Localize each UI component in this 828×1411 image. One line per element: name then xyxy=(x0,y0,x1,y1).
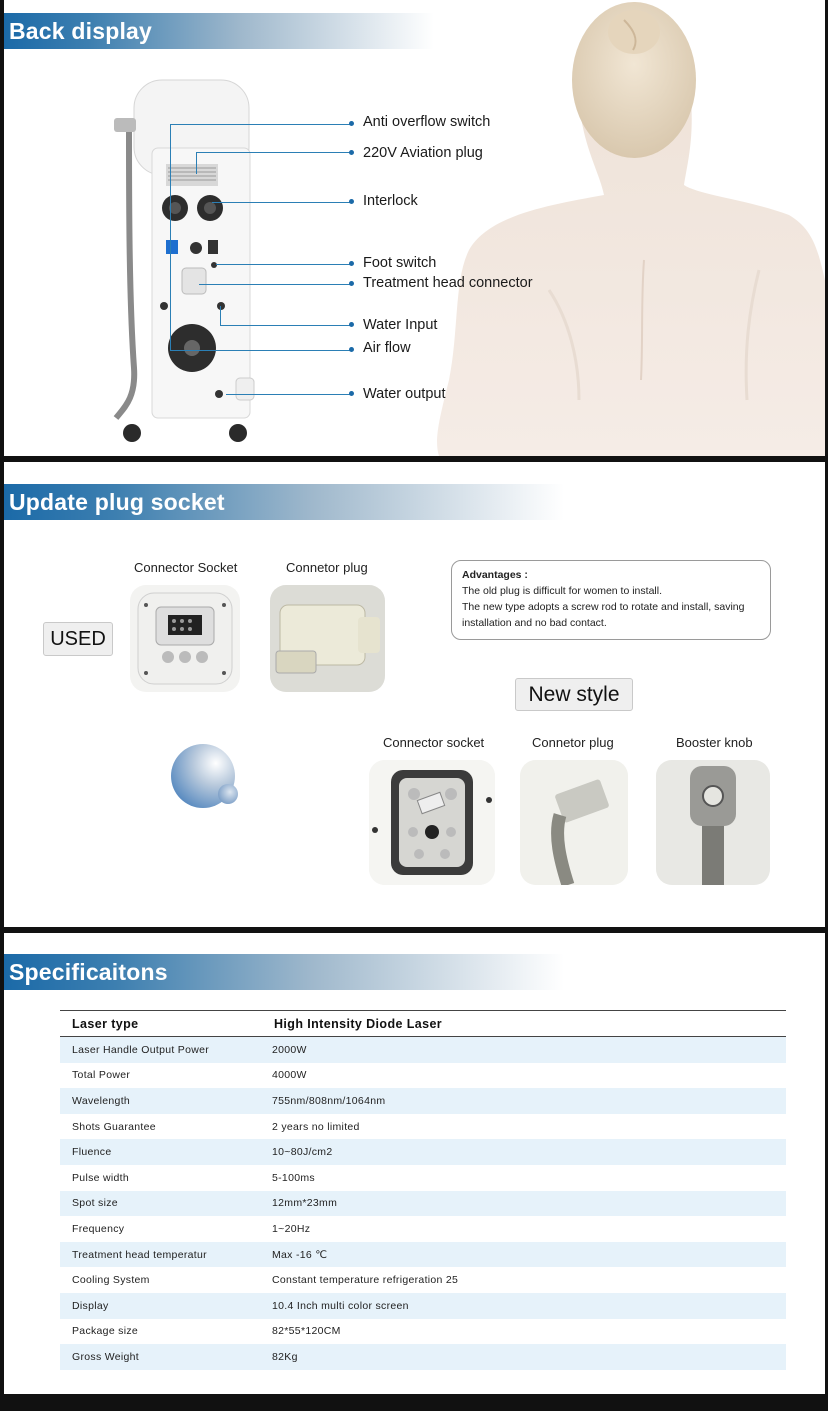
label-anti-overflow-switch: Anti overflow switch xyxy=(363,114,491,130)
spec-key: Fluence xyxy=(72,1146,112,1159)
caption-used-connector-plug: Connetor plug xyxy=(286,560,368,575)
advantages-box xyxy=(451,560,771,640)
spec-value: 12mm*23mm xyxy=(272,1197,338,1210)
leader-line xyxy=(212,202,352,203)
section-header xyxy=(4,484,564,520)
spec-table xyxy=(60,1010,786,1370)
spec-row xyxy=(60,1088,786,1114)
spec-value: 10.4 Inch multi color screen xyxy=(272,1299,409,1312)
spec-value: 2000W xyxy=(272,1043,307,1056)
spec-value: Constant temperature refrigeration 25 xyxy=(272,1274,459,1287)
section-header xyxy=(4,13,434,49)
leader-line xyxy=(170,350,352,351)
advantages-line: The new type adopts a screw rod to rotate and install, saving installation and no bad contact. xyxy=(462,601,745,629)
spec-key: Total Power xyxy=(72,1069,131,1082)
label-interlock: Interlock xyxy=(363,193,418,209)
woman-back-image xyxy=(429,0,825,456)
back-display-section xyxy=(4,0,825,456)
spec-value: 1~20Hz xyxy=(272,1222,311,1235)
advantages-title: Advantages : xyxy=(462,569,528,581)
spec-value: 755nm/808nm/1064nm xyxy=(272,1094,386,1107)
label-treatment-head-connector: Treatment head connector xyxy=(363,275,533,291)
spec-row xyxy=(60,1216,786,1242)
used-badge: USED xyxy=(43,622,113,656)
machine-back-image xyxy=(104,78,264,448)
leader-vertical xyxy=(220,306,221,325)
caption-used-connector-socket: Connector Socket xyxy=(134,560,238,575)
spec-key: Spot size xyxy=(72,1197,118,1210)
callout-dot xyxy=(349,322,354,327)
spec-row xyxy=(60,1063,786,1089)
spec-key: Gross Weight xyxy=(72,1350,140,1363)
advantages-line: The old plug is difficult for women to install. xyxy=(462,585,662,597)
callout-dot xyxy=(349,150,354,155)
section-title: Specificaitons xyxy=(9,959,168,985)
callout-dot xyxy=(349,347,354,352)
spec-value: 82*55*120CM xyxy=(272,1325,341,1338)
caption-booster-knob: Booster knob xyxy=(676,735,753,750)
section-header xyxy=(4,954,564,990)
spec-key: Display xyxy=(72,1299,109,1312)
callout-dot xyxy=(349,121,354,126)
new-style-badge: New style xyxy=(515,678,633,711)
label-air-flow: Air flow xyxy=(363,340,411,356)
spec-value: 4000W xyxy=(272,1069,307,1082)
specifications-section xyxy=(4,933,825,1394)
caption-new-connector-socket: Connector socket xyxy=(383,735,485,750)
spec-key: Laser Handle Output Power xyxy=(72,1043,210,1056)
label-water-output: Water output xyxy=(363,386,446,402)
leader-vertical xyxy=(170,124,171,350)
spec-value: 10~80J/cm2 xyxy=(272,1146,333,1159)
section-title: Back display xyxy=(9,18,153,44)
spec-value: Max -16 ℃ xyxy=(272,1248,328,1261)
spec-value: 5-100ms xyxy=(272,1171,315,1184)
new-connector-socket-photo xyxy=(369,760,495,885)
spec-key: Wavelength xyxy=(72,1094,131,1107)
booster-knob-photo xyxy=(656,760,770,885)
label-foot-switch: Foot switch xyxy=(363,255,437,271)
leader-line xyxy=(220,325,352,326)
leader-vertical xyxy=(196,152,197,174)
caption-new-connector-plug: Connetor plug xyxy=(532,735,614,750)
spec-key: Cooling System xyxy=(72,1274,150,1287)
spec-row xyxy=(60,1139,786,1165)
callout-dot xyxy=(349,281,354,286)
label-aviation-plug: 220V Aviation plug xyxy=(363,145,483,161)
spec-key: Pulse width xyxy=(72,1171,129,1184)
leader-line xyxy=(170,124,352,125)
spec-value: 82Kg xyxy=(272,1350,298,1363)
spec-row xyxy=(60,1165,786,1191)
spec-value: 2 years no limited xyxy=(272,1120,360,1133)
leader-line xyxy=(216,264,352,265)
spec-row xyxy=(60,1037,786,1063)
spec-row xyxy=(60,1114,786,1140)
spec-row xyxy=(60,1344,786,1370)
spec-row xyxy=(60,1191,786,1217)
used-connector-socket-photo xyxy=(130,585,240,692)
callout-dot xyxy=(349,391,354,396)
spec-row xyxy=(60,1267,786,1293)
spec-header-row xyxy=(60,1010,786,1037)
update-plug-section xyxy=(4,462,825,927)
section-title: Update plug socket xyxy=(9,489,225,515)
spec-header-key: Laser type xyxy=(72,1016,139,1031)
decorative-orb xyxy=(218,784,238,804)
label-water-input: Water Input xyxy=(363,317,438,333)
spec-row xyxy=(60,1319,786,1345)
used-connector-plug-photo xyxy=(270,585,385,692)
callout-dot xyxy=(349,199,354,204)
leader-line xyxy=(226,394,352,395)
leader-line xyxy=(196,152,352,153)
spec-key: Package size xyxy=(72,1325,139,1338)
spec-key: Shots Guarantee xyxy=(72,1120,156,1133)
new-connector-plug-photo xyxy=(520,760,628,885)
callout-dot xyxy=(349,261,354,266)
spec-key: Treatment head temperatur xyxy=(72,1248,207,1261)
leader-line xyxy=(199,284,352,285)
spec-header-value: High Intensity Diode Laser xyxy=(274,1016,443,1031)
spec-key: Frequency xyxy=(72,1222,125,1235)
spec-row xyxy=(60,1293,786,1319)
spec-row xyxy=(60,1242,786,1268)
